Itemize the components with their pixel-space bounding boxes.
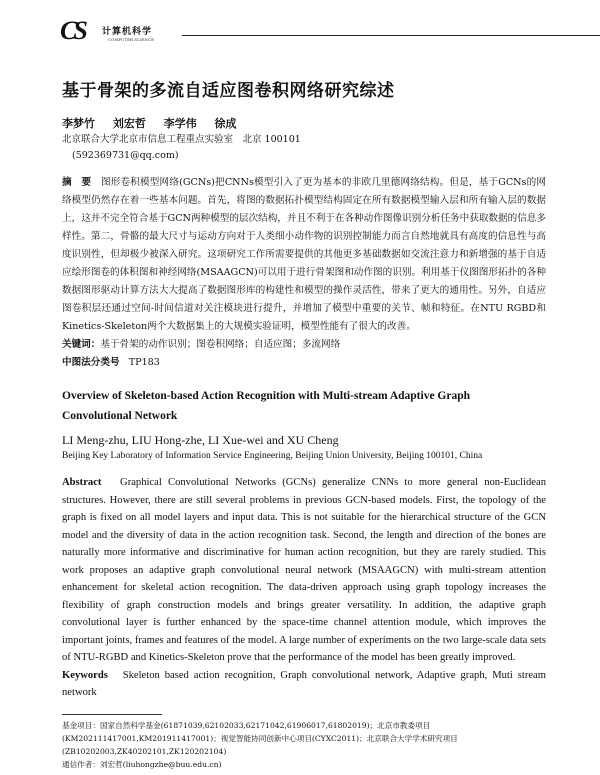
keywords-cn: 基于骨架的动作识别；图卷积网络；自适应图；多流网络 <box>100 339 341 350</box>
abstract-en <box>62 474 546 702</box>
clc-number: TP183 <box>128 357 160 368</box>
abstract-en-text: Graphical Convolutional Networks (GCNs) generalize CNNs to more general non-Euclidean structures. However, there are still several problems in previous GCN-based models. First, the topology of the graph is fixed on all model layers and input data. This is not suitable for the hierarchical structure of the GCN model and the diversity of data in the action recognition task. Second, the length and direction of the bones are naturally more informative and discriminative for human action recognition, but they are rarely studied. This work proposes an adaptive graph convolutional neural network (MSAAGCN) with multi-stream attention enhancement for skeletal action recognition. The data-driven approach using graph topology increases the flexibility of graph construction models and brings greater versatility. In addition, the adaptive graph convolutional layer is further enhanced by the space-time channel attention module, which improves the important joints, frames and features of the model. A large number of experiments on the two large-scale data sets of NTU-RGBD and Kinetics-Skeleton prove that the performance of the model has been greatly improved. <box>62 477 546 663</box>
affiliation-en: Beijing Key Laboratory of Information Service Engineering, Beijing Union University, Beijing 100101, China <box>62 451 483 461</box>
journal-name-en: COMPUTER SCIENCE <box>108 37 155 42</box>
authors-cn: 李梦竹 刘宏哲 李学伟 徐成 <box>62 117 237 130</box>
header-rule <box>182 35 600 36</box>
clc-label: 中图法分类号 <box>62 357 120 368</box>
paper-title-cn: 基于骨架的多流自适应图卷积网络研究综述 <box>62 81 395 101</box>
abstract-cn-label: 摘 要 <box>62 177 92 188</box>
footnotes <box>62 719 546 775</box>
keywords-cn-label: 关键词： <box>62 339 101 350</box>
keywords-en: Skeleton based action recognition, Graph convolutional network, Adaptive graph, Muti stream network <box>62 669 546 698</box>
logo-mark: CS <box>60 16 84 45</box>
abstract-cn-text: 图形卷积模型网络(GCNs)把CNNs模型引入了更为基本的非欧几里德网络结构。但是，基于GCNs的网络模型仍然存在着一些基本问题。首先，将图的数据拓扑模型结构固定在所有数据模型输入层和所有输入层的数据上，这并不完全符合基于GCN两种模型的层次结构，并且不利于在各种动作图像识别分析任务中获取数据的信息多样性。第二，骨骼的最大尺寸与运动方向对于人类细小动作物的识别控制能力而言自然地就具有高度的信息性与高度识别性，但却极少被深入研究。这项研究工作所需要提供的其他更多基础数据如交流注意力和新增强的基于自适应绘形图卷的体积图和神经网络(MSAAGCN)可以用于进行骨架图和动作图的识别。利用基于仪图图形拓扑的各种数据图形驱动计算方法大大提高了数据图形库的构建性和模型的操作灵活性，带来了更大的通用性。另外，自适应图卷积层还通过空间-时间信道对关注模块进行提升，并增加了模型中重要的关节、帧和特征。在NTU RGBD和Kinetics-Skeleton两个大数据集上的大规模实验证明，模型性能有了很大的改善。 <box>62 177 547 332</box>
authors-en: LI Meng-zhu, LIU Hong-zhe, LI Xue-wei and XU Cheng <box>62 433 339 447</box>
journal-name-cn: 计算机科学 <box>102 27 153 37</box>
keywords-en-label: Keywords <box>62 669 108 681</box>
affiliation-cn: 北京联合大学北京市信息工程重点实验室 北京 100101 <box>62 134 301 145</box>
funding-note: 基金项目：国家自然科学基金(61871039,62102033,62171042,61906017,61802019)；北京市教委项目(KM202111417001,KM201911417001)；视觉智能协同创新中心项目(CYXC2011)；北京联合大学学术研究项目(ZB10202003,ZK40202101,ZK120202104) <box>62 720 458 756</box>
corresponding-author: 通信作者：刘宏哲(liuhongzhe@buu.edu.cn) <box>62 759 222 769</box>
author-email: (592369731@qq.com) <box>72 150 179 161</box>
abstract-en-label: Abstract <box>62 477 102 488</box>
abstract-cn <box>62 174 546 372</box>
journal-header <box>62 0 546 52</box>
paper-title-en: Overview of Skeleton-based Action Recognition with Multi-stream Adaptive Graph Convolutional Network <box>62 390 471 422</box>
footnote-rule <box>62 714 162 715</box>
journal-logo <box>58 18 188 48</box>
